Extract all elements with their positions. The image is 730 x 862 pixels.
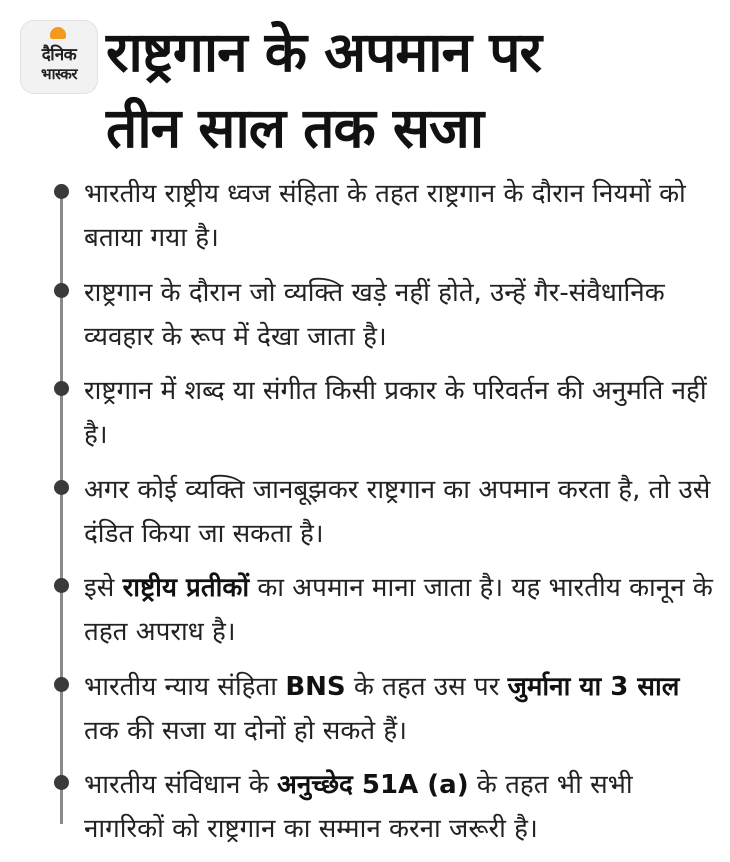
bullet-dot-icon (54, 381, 69, 396)
list-item (0, 369, 730, 468)
list-item-text (84, 763, 720, 851)
list-item-text (84, 369, 720, 457)
bullet-dot-icon (54, 578, 69, 593)
emphasis-text: अनुच्छेद 51A (a) (276, 770, 469, 800)
sun-bulb-icon (50, 27, 66, 39)
list-item (0, 172, 730, 271)
bullet-dot-icon (54, 775, 69, 790)
page-title (106, 14, 716, 166)
text-segment: इसे (84, 573, 123, 603)
logo-text-bhaskar: भास्कर (41, 65, 77, 83)
text-segment: अगर कोई व्यक्ति जानबूझकर राष्ट्रगान का अपमान करता है, तो उसे दंडित किया जा सकता है। (84, 474, 711, 549)
text-segment: भारतीय राष्ट्रीय ध्वज संहिता के तहत राष्ट्रगान के दौरान नियमों को बताया गया है। (84, 179, 686, 253)
text-segment: भारतीय न्याय संहिता (84, 671, 286, 702)
text-segment: के तहत उस पर (345, 671, 508, 702)
text-segment: राष्ट्रगान में शब्द या संगीत किसी प्रकार के परिवर्तन की अनुमति नहीं है। (84, 376, 707, 450)
logo-text-dainik: दैनिक (41, 45, 77, 65)
emphasis-text: BNS (285, 671, 346, 702)
text-segment: का अपमान माना जाता है। यह भारतीय कानून के तहत अपराध है। (84, 573, 713, 647)
dainik-bhaskar-logo (20, 20, 98, 94)
list-item (0, 665, 730, 764)
bullet-dot-icon (54, 184, 69, 199)
list-item-text (84, 468, 720, 556)
text-segment: के तहत भी सभी नागरिकों को राष्ट्रगान का सम्मान करना जरूरी है। (84, 770, 633, 844)
title-line-2: तीन साल तक सजा (106, 96, 484, 160)
list-item (0, 566, 730, 665)
text-segment: तक की सजा या दोनों हो सकते हैं। (84, 715, 408, 746)
bullet-list (0, 172, 730, 862)
list-item (0, 763, 730, 862)
emphasis-text: राष्ट्रीय प्रतीकों (122, 573, 250, 603)
list-item (0, 468, 730, 567)
bullet-dot-icon (54, 283, 69, 298)
title-line-1: राष्ट्रगान के अपमान पर (106, 20, 541, 84)
list-item-text (84, 271, 720, 359)
bullet-dot-icon (54, 480, 69, 495)
text-segment: राष्ट्रगान के दौरान जो व्यक्ति खड़े नहीं होते, उन्हें गैर-संवैधानिक व्यवहार के रूप में देखा जाता है। (84, 277, 665, 352)
list-item-text (84, 566, 720, 654)
text-segment: भारतीय संविधान के (84, 770, 277, 800)
bullet-dot-icon (54, 677, 69, 692)
list-item-text (84, 172, 720, 260)
list-item-text (84, 665, 720, 753)
list-item (0, 271, 730, 370)
emphasis-text: जुर्माना या 3 साल (507, 671, 680, 702)
